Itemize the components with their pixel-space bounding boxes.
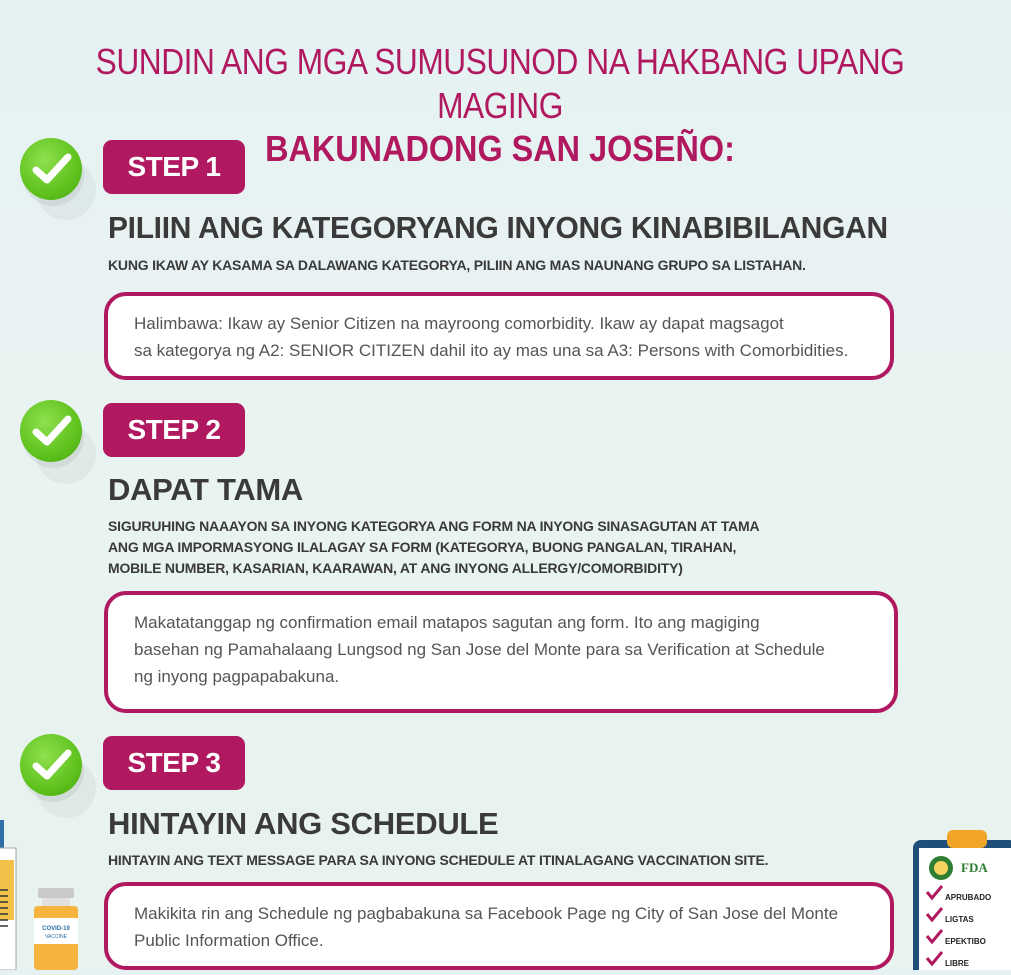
check-icon: [20, 734, 82, 796]
step-badge: STEP 2: [103, 403, 245, 457]
clipboard-checklist: [905, 830, 1011, 970]
svg-text:VACCINE: VACCINE: [45, 934, 67, 940]
clipboard-item: EPEKTIBO: [945, 937, 986, 946]
check-icon: [20, 400, 82, 462]
info-box: Makatatanggap ng confirmation email matapos sagutan ang form. Ito ang magiging basehan ng Pamahalaang Lungsod ng San Jose del Monte para sa Verification at Schedule ng inyong pagpapabakuna.: [104, 591, 898, 713]
syringe-icon: [0, 820, 18, 970]
clipboard-item: LIGTAS: [945, 915, 974, 924]
step-subtext: SIGURUHING NAAAYON SA INYONG KATEGORYA ANG FORM NA INYONG SINASAGUTAN AT TAMA ANG MGA IMPORMASYONG ILALAGAY SA FORM (KATEGORYA, BUONG PANGALAN, TIRAHAN, MOBILE NUMBER, KASARIAN, KAARAWAN, AT ANG INYONG ALLERGY/COMORBIDITY): [108, 518, 760, 576]
clipboard-item: LIBRE: [945, 959, 969, 968]
clipboard-item: APRUBADO: [945, 893, 992, 902]
step-heading: HINTAYIN ANG SCHEDULE: [108, 806, 499, 841]
info-box: Makikita rin ang Schedule ng pagbabakuna sa Facebook Page ng City of San Jose del Monte Public Information Office.: [104, 882, 894, 970]
step-badge: STEP 1: [103, 140, 245, 194]
title-line-2: BAKUNADONG SAN JOSEÑO:: [265, 128, 735, 169]
step-heading: DAPAT TAMA: [108, 472, 304, 507]
step-heading: PILIIN ANG KATEGORYANG INYONG KINABIBILANGAN: [108, 210, 888, 245]
fda-logo-text: FDA: [961, 860, 988, 875]
check-icon: [20, 138, 82, 200]
step-badge: STEP 3: [103, 736, 245, 790]
vaccine-vial-icon: [32, 888, 80, 970]
title-line-1: SUNDIN ANG MGA SUMUSUNOD NA HAKBANG UPANG MAGING: [95, 41, 905, 126]
example-box: Halimbawa: Ikaw ay Senior Citizen na mayroong comorbidity. Ikaw ay dapat magsagot sa kategorya ng A2: SENIOR CITIZEN dahil ito ay mas una sa A3: Persons with Comorbidities.: [104, 292, 894, 380]
svg-text:COVID-19: COVID-19: [42, 926, 70, 932]
step-subtext: HINTAYIN ANG TEXT MESSAGE PARA SA INYONG SCHEDULE AT ITINALAGANG VACCINATION SITE.: [108, 852, 769, 868]
step-subtext: KUNG IKAW AY KASAMA SA DALAWANG KATEGORYA, PILIIN ANG MAS NAUNANG GRUPO SA LISTAHAN.: [108, 257, 806, 273]
